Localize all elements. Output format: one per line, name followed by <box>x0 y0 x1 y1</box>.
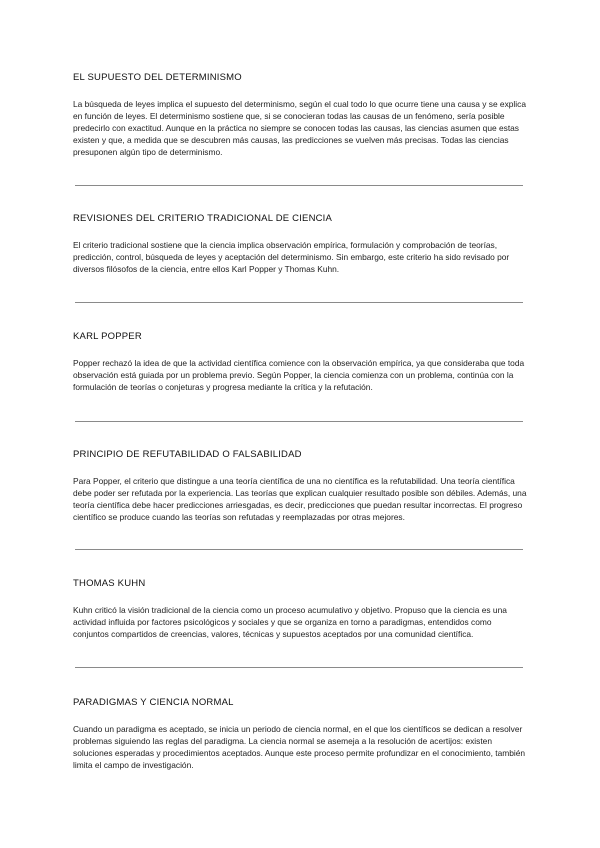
section-body: Cuando un paradigma es aceptado, se inicia un periodo de ciencia normal, en el que los científicos se dedican a resolver problemas siguiendo las reglas del paradigma. La ciencia normal se asemeja a la resolución de acertijos: existen soluciones esperadas y procedimientos aceptados. Aunque este proceso permite profundizar en el conocimiento, también limita el campo de investigación. <box>73 724 526 770</box>
section-body: Kuhn criticó la visión tradicional de la ciencia como un proceso acumulativo y objetivo. Propuso que la ciencia es una actividad influida por factores psicológicos y sociales y que se organiza en torno a paradigmas, entendidos como conjuntos compartidos de creencias, valores, técnicas y supuestos aceptados por una comunidad científica. <box>73 605 507 639</box>
section-determinismo <box>73 72 528 158</box>
section-body: Para Popper, el criterio que distingue a una teoría científica de una no científica es la refutabilidad. Una teoría científica debe poder ser refutada por la experiencia. Las teorías que explican cualquier resultado posible son débiles. Además, una teoría científica debe hacer predicciones arriesgadas, es decir, predicciones que puedan resultar incorrectas. El progreso científico se produce cuando las teorías son refutadas y reemplazadas por otras mejores. <box>73 476 527 522</box>
section-divider <box>75 302 523 303</box>
section-paradigmas <box>73 697 528 771</box>
section-heading: EL SUPUESTO DEL DETERMINISMO <box>73 72 242 83</box>
section-divider <box>75 667 523 668</box>
section-heading: REVISIONES DEL CRITERIO TRADICIONAL DE CIENCIA <box>73 213 333 224</box>
section-revisiones <box>73 213 528 275</box>
section-divider <box>75 185 523 186</box>
section-heading: PRINCIPIO DE REFUTABILIDAD O FALSABILIDAD <box>73 449 302 460</box>
section-divider <box>75 549 523 550</box>
section-heading: PARADIGMAS Y CIENCIA NORMAL <box>73 697 234 708</box>
section-kuhn <box>73 578 528 640</box>
section-body: Popper rechazó la idea de que la actividad científica comience con la observación empírica, ya que consideraba que toda observación está guiada por un problema previo. Según Popper, la ciencia comienza con un problema, continúa con la formulación de teorías o conjeturas y progresa mediante la crítica y la refutación. <box>73 358 525 392</box>
section-refutabilidad <box>73 449 528 523</box>
section-heading: THOMAS KUHN <box>73 578 146 589</box>
section-body: El criterio tradicional sostiene que la ciencia implica observación empírica, formulación y comprobación de teorías, predicción, control, búsqueda de leyes y aceptación del determinismo. Sin embargo, este criterio ha sido revisado por diversos filósofos de la ciencia, entre ellos Karl Popper y Thomas Kuhn. <box>73 240 510 274</box>
section-heading: KARL POPPER <box>73 331 142 342</box>
section-divider <box>75 421 523 422</box>
section-popper <box>73 331 528 393</box>
section-body: La búsqueda de leyes implica el supuesto del determinismo, según el cual todo lo que ocurre tiene una causa y se explica en función de leyes. El determinismo sostiene que, si se conocieran todas las causas de un fenómeno, sería posible predecirlo con exactitud. Aunque en la práctica no siempre se conocen todas las causas, las ciencias asumen que estas existen y que, a medida que se descubren más causas, las predicciones se vuelven más precisas. Todas las ciencias presuponen algún tipo de determinismo. <box>73 99 526 157</box>
